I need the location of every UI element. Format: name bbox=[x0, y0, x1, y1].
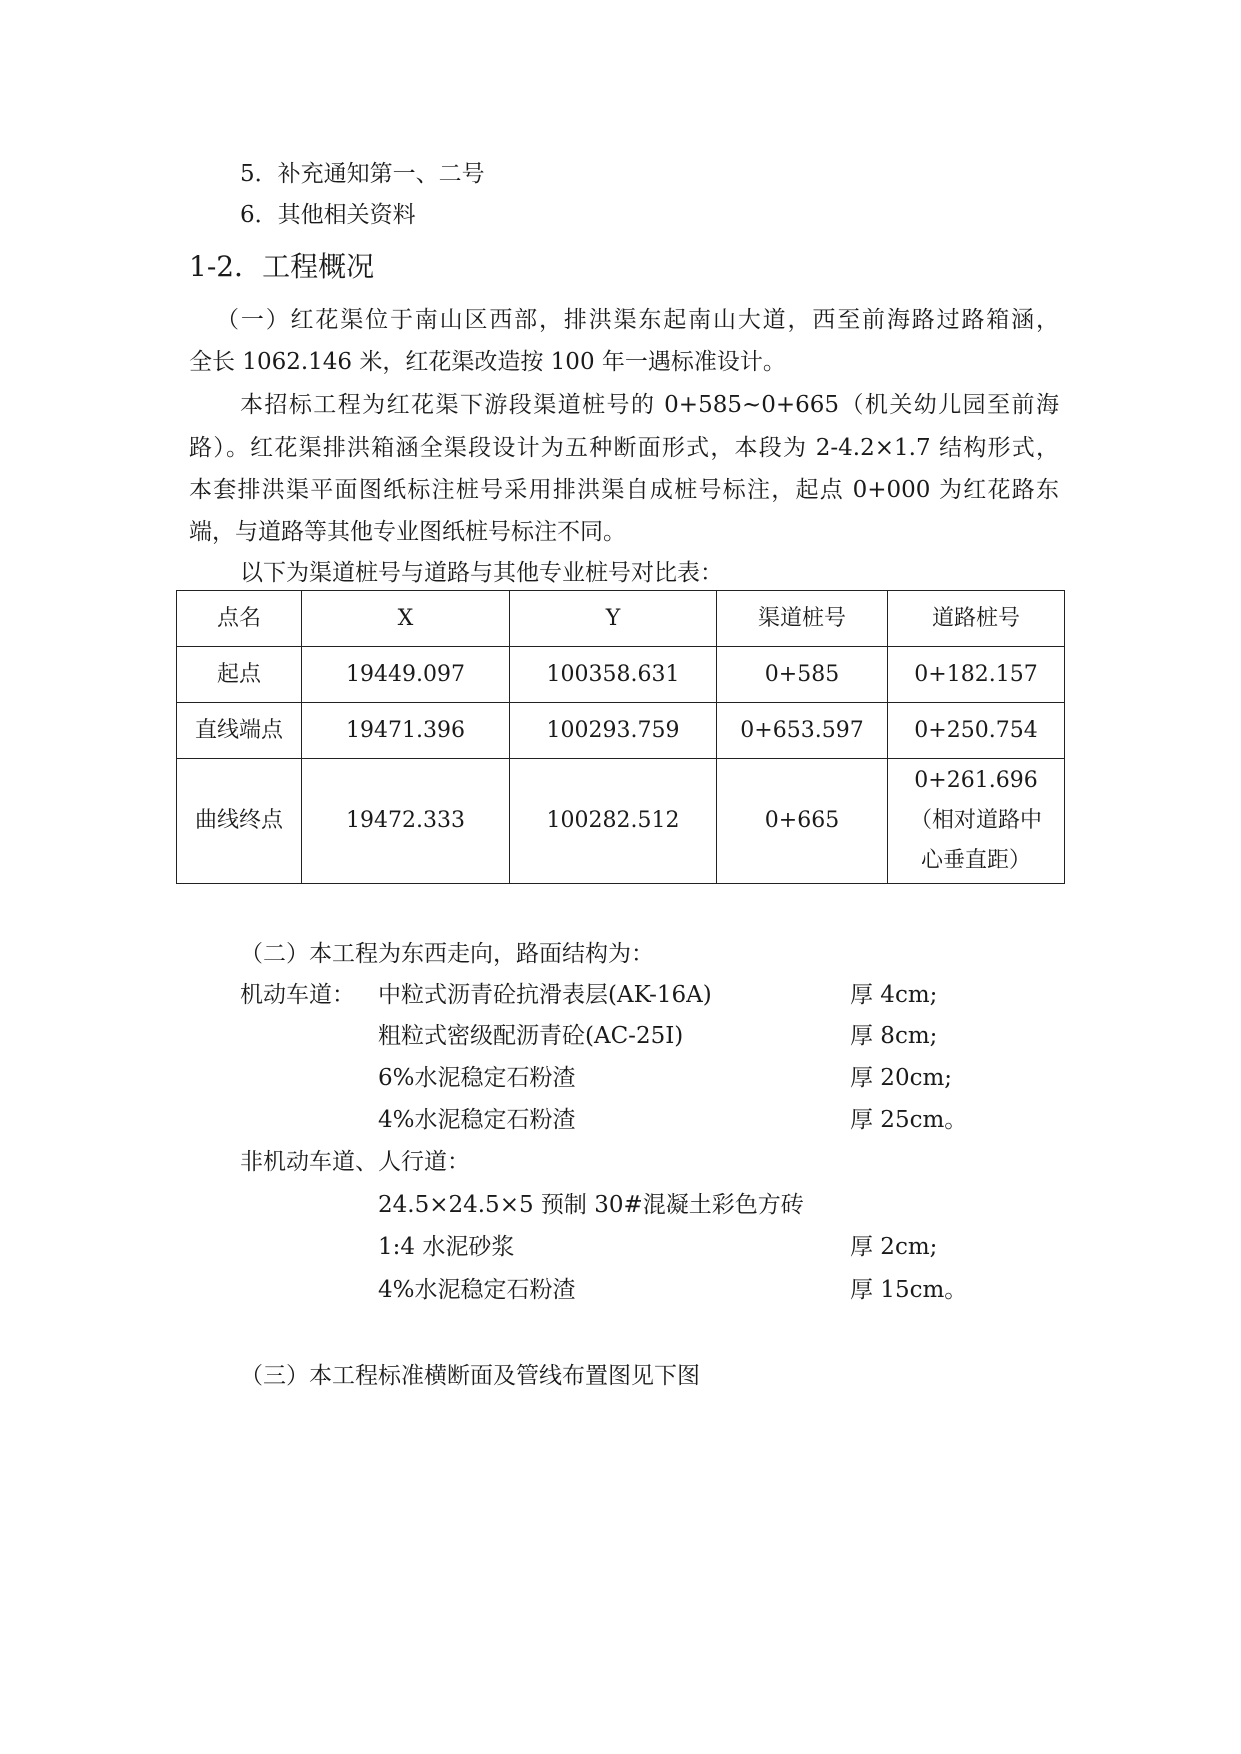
material-row bbox=[0, 1185, 1241, 1225]
table-cell-line: （相对道路中 bbox=[909, 808, 1042, 833]
table-cell: 19472.333 bbox=[302, 759, 510, 884]
table-header-cell: Y bbox=[510, 591, 717, 647]
material-thickness: 厚 25cm。 bbox=[850, 1107, 968, 1133]
material-name: 粗粒式密级配沥青砼(AC-25I) bbox=[378, 1023, 684, 1049]
table-header-cell: X bbox=[302, 591, 510, 647]
material-name: 6%水泥稳定石粉渣 bbox=[378, 1065, 576, 1091]
material-thickness: 厚 2cm; bbox=[850, 1234, 938, 1260]
paragraph-intro: （二）本工程为东西走向，路面结构为： bbox=[240, 941, 654, 967]
material-row bbox=[0, 1016, 1241, 1056]
material-name: 中粒式沥青砼抗滑表层(AK-16A) bbox=[378, 982, 712, 1008]
table-row bbox=[177, 703, 1065, 759]
material-row bbox=[0, 1100, 1241, 1140]
list-item: 5．补充通知第一、二号 bbox=[240, 161, 485, 187]
table-cell: 19449.097 bbox=[302, 647, 510, 703]
material-row bbox=[0, 1227, 1241, 1267]
paragraph-line: 全长 1062.146 米，红花渠改造按 100 年一遇标准设计。 bbox=[189, 349, 786, 375]
material-name: 24.5×24.5×5 预制 30#混凝土彩色方砖 bbox=[378, 1192, 804, 1218]
table-header-cell: 道路桩号 bbox=[888, 591, 1065, 647]
table-header-cell: 渠道桩号 bbox=[717, 591, 888, 647]
material-name: 4%水泥稳定石粉渣 bbox=[378, 1277, 576, 1303]
table-cell: 0+585 bbox=[717, 647, 888, 703]
table-intro: 以下为渠道桩号与道路与其他专业桩号对比表： bbox=[240, 560, 723, 586]
paragraph-line: 端，与道路等其他专业图纸桩号标注不同。 bbox=[189, 519, 626, 545]
table-cell: 直线端点 bbox=[177, 703, 302, 759]
table-cell-multiline bbox=[888, 759, 1065, 884]
paragraph-line: （三）本工程标准横断面及管线布置图见下图 bbox=[240, 1363, 700, 1389]
paragraph-line: 路）。红花渠排洪箱涵全渠段设计为五种断面形式，本段为 2-4.2×1.7 结构形式， bbox=[189, 435, 1059, 461]
table-cell-line: 0+261.696 bbox=[914, 768, 1038, 793]
motorway-label: 机动车道： bbox=[240, 982, 355, 1008]
material-row bbox=[0, 975, 1241, 1015]
table-cell: 曲线终点 bbox=[177, 759, 302, 884]
table-row bbox=[177, 759, 1065, 884]
table-header-cell: 点名 bbox=[177, 591, 302, 647]
table-cell: 100282.512 bbox=[510, 759, 717, 884]
material-thickness: 厚 4cm; bbox=[850, 982, 938, 1008]
material-row bbox=[0, 1058, 1241, 1098]
table-row bbox=[177, 647, 1065, 703]
table-cell: 起点 bbox=[177, 647, 302, 703]
material-thickness: 厚 15cm。 bbox=[850, 1277, 968, 1303]
table-cell: 19471.396 bbox=[302, 703, 510, 759]
table-cell: 0+653.597 bbox=[717, 703, 888, 759]
paragraph-line: 本招标工程为红花渠下游段渠道桩号的 0+585~0+665（机关幼儿园至前海 bbox=[240, 392, 1059, 418]
table-cell: 100358.631 bbox=[510, 647, 717, 703]
list-item: 6．其他相关资料 bbox=[240, 202, 416, 228]
material-row bbox=[0, 1142, 1241, 1182]
sidewalk-label: 非机动车道、人行道： bbox=[240, 1149, 470, 1175]
material-thickness: 厚 8cm; bbox=[850, 1023, 938, 1049]
paragraph-line: 本套排洪渠平面图纸标注桩号采用排洪渠自成桩号标注，起点 0+000 为红花路东 bbox=[189, 477, 1059, 503]
table-cell: 0+250.754 bbox=[888, 703, 1065, 759]
paragraph-line: （一）红花渠位于南山区西部，排洪渠东起南山大道，西至前海路过路箱涵， bbox=[216, 307, 1059, 333]
material-name: 1:4 水泥砂浆 bbox=[378, 1234, 515, 1260]
table-cell: 0+182.157 bbox=[888, 647, 1065, 703]
material-name: 4%水泥稳定石粉渣 bbox=[378, 1107, 576, 1133]
table-header-row bbox=[177, 591, 1065, 647]
table-cell: 100293.759 bbox=[510, 703, 717, 759]
material-row bbox=[0, 1270, 1241, 1310]
material-thickness: 厚 20cm; bbox=[850, 1065, 953, 1091]
table-cell-line: 心垂直距） bbox=[920, 848, 1031, 873]
section-heading: 1-2．工程概况 bbox=[189, 250, 375, 283]
table-cell: 0+665 bbox=[717, 759, 888, 884]
stake-comparison-table bbox=[176, 590, 1065, 884]
